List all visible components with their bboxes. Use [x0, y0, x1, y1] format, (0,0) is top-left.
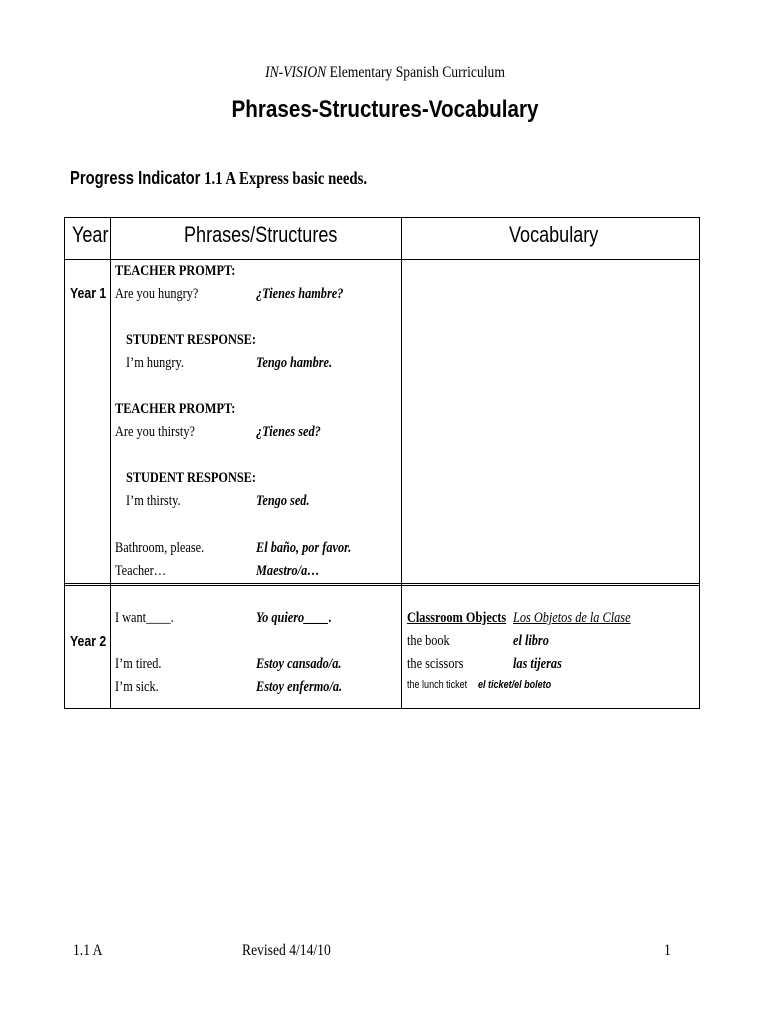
phrase-es: Yo quiero____.: [256, 610, 332, 626]
phrase-es: Tengo sed.: [256, 493, 310, 509]
year-1-label: Year 1: [70, 285, 107, 302]
teacher-prompt-label: TEACHER PROMPT:: [115, 263, 236, 279]
column-header-year: Year: [72, 222, 109, 247]
phrase-en: I want____.: [115, 610, 174, 626]
table-col-divider-2: [401, 217, 402, 709]
document-header: [58, 64, 713, 82]
phrase-es: El baño, por favor.: [256, 540, 352, 556]
footer-code: 1.1 A: [73, 942, 103, 959]
phrase-en: I’m tired.: [115, 656, 162, 672]
vocab-heading-en: Classroom Objects: [407, 610, 507, 626]
phrase-es: Estoy enfermo/a.: [256, 679, 343, 695]
table-border-left: [64, 217, 65, 709]
vocab-es: el libro: [513, 633, 549, 649]
progress-indicator-label: Progress Indicator: [70, 168, 201, 188]
vocab-en: the lunch ticket: [407, 679, 468, 691]
year-2-label: Year 2: [70, 633, 107, 650]
phrase-es: ¿Tienes sed?: [256, 424, 321, 440]
footer-revised: Revised 4/14/10: [242, 942, 331, 959]
table-border-right: [699, 217, 700, 709]
phrase-en: I’m thirsty.: [126, 493, 181, 509]
phrase-en: I’m hungry.: [126, 355, 184, 371]
student-response-label: STUDENT RESPONSE:: [126, 470, 256, 486]
column-header-vocabulary: Vocabulary: [509, 222, 599, 247]
progress-indicator-text: 1.1 A Express basic needs.: [200, 168, 368, 188]
phrase-es: Estoy cansado/a.: [256, 656, 342, 672]
table-border-top: [64, 217, 700, 218]
phrase-es: Tengo hambre.: [256, 355, 333, 371]
page-number: 1: [664, 942, 671, 959]
phrase-en: I’m sick.: [115, 679, 159, 695]
phrase-en: Bathroom, please.: [115, 540, 205, 556]
program-name: Elementary Spanish Curriculum: [326, 64, 505, 81]
student-response-label: STUDENT RESPONSE:: [126, 332, 256, 348]
table-year-divider: [64, 583, 700, 586]
document-title: Phrases-Structures-Vocabulary: [231, 96, 539, 123]
table-border-bottom: [64, 708, 700, 709]
teacher-prompt-label: TEACHER PROMPT:: [115, 401, 236, 417]
program-name-emphasis: IN-VISION: [265, 64, 327, 81]
vocab-es: las tijeras: [513, 656, 562, 672]
progress-indicator: [70, 168, 367, 189]
phrase-es: ¿Tienes hambre?: [256, 286, 344, 302]
table-header-divider: [64, 259, 700, 260]
phrase-en: Are you hungry?: [115, 286, 199, 302]
phrase-en: Teacher…: [115, 563, 167, 579]
table-col-divider-1: [110, 217, 111, 709]
vocab-en: the scissors: [407, 656, 464, 672]
phrase-es: Maestro/a…: [256, 563, 320, 579]
phrase-en: Are you thirsty?: [115, 424, 195, 440]
vocab-heading-es: Los Objetos de la Clase: [513, 610, 631, 626]
vocab-es: el ticket/el boleto: [478, 679, 552, 691]
column-header-phrases: Phrases/Structures: [184, 222, 338, 247]
vocab-en: the book: [407, 633, 450, 649]
